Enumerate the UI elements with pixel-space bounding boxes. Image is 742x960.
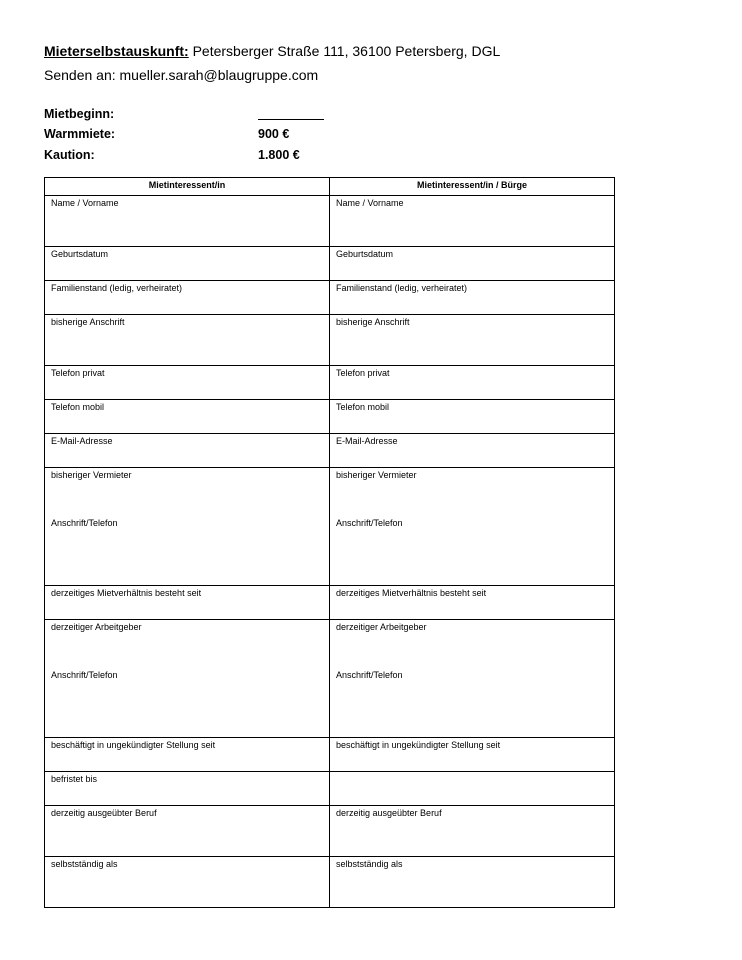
- cell-label: bisheriger Vermieter: [336, 470, 417, 480]
- selbststaendig-cell-right[interactable]: [330, 857, 615, 908]
- tel-privat-cell-right[interactable]: [330, 366, 615, 400]
- table-row: [45, 772, 615, 806]
- page-title: [44, 43, 500, 59]
- cell-label: befristet bis: [51, 774, 98, 784]
- mietbeginn-row: [44, 107, 114, 121]
- table-row: [45, 620, 615, 738]
- geburtsdatum-cell-left[interactable]: [45, 247, 330, 281]
- cell-label: derzeitiger Arbeitgeber: [336, 622, 427, 632]
- table-row: [45, 586, 615, 620]
- mietverhaeltnis-cell-right[interactable]: [330, 586, 615, 620]
- stellung-cell-left[interactable]: [45, 738, 330, 772]
- cell-label: Name / Vorname: [51, 198, 119, 208]
- stellung-cell-right[interactable]: [330, 738, 615, 772]
- beruf-cell-right[interactable]: [330, 806, 615, 857]
- table-row: [45, 434, 615, 468]
- befristet-cell-right[interactable]: [330, 772, 615, 806]
- title-label: Mieterselbstauskunft:: [44, 43, 189, 59]
- table-row: [45, 281, 615, 315]
- tel-mobil-cell-right[interactable]: [330, 400, 615, 434]
- table-row: [45, 366, 615, 400]
- cell-label: Geburtsdatum: [51, 249, 109, 259]
- table-row: [45, 315, 615, 366]
- cell-label: Name / Vorname: [336, 198, 404, 208]
- anschrift-cell-left[interactable]: [45, 315, 330, 366]
- anschrift-cell-right[interactable]: [330, 315, 615, 366]
- vermieter-cell-right[interactable]: [330, 468, 615, 586]
- cell-label: Geburtsdatum: [336, 249, 394, 259]
- cell-label: beschäftigt in ungekündigter Stellung seit: [51, 740, 216, 750]
- cell-label: beschäftigt in ungekündigter Stellung seit: [336, 740, 501, 750]
- cell-label: Telefon privat: [51, 368, 105, 378]
- cell-label: derzeitig ausgeübter Beruf: [336, 808, 442, 818]
- form-table: [44, 177, 615, 908]
- cell-label: derzeitiger Arbeitgeber: [51, 622, 142, 632]
- mietbeginn-field[interactable]: [258, 107, 324, 120]
- name-cell-right[interactable]: [330, 196, 615, 247]
- cell-label: Telefon mobil: [51, 402, 105, 412]
- table-row: [45, 806, 615, 857]
- arbeitgeber-cell-left[interactable]: [45, 620, 330, 738]
- kaution-row: [44, 148, 300, 162]
- cell-label: E-Mail-Adresse: [336, 436, 398, 446]
- table-row: [45, 196, 615, 247]
- kaution-value: 1.800 €: [258, 148, 300, 162]
- email-cell-right[interactable]: [330, 434, 615, 468]
- cell-label: bisherige Anschrift: [336, 317, 410, 327]
- vermieter-cell-left[interactable]: [45, 468, 330, 586]
- cell-label: bisheriger Vermieter: [51, 470, 132, 480]
- warmmiete-label: Warmmiete:: [44, 127, 116, 141]
- cell-label: Anschrift/Telefon: [51, 518, 118, 528]
- table-row: [45, 857, 615, 908]
- arbeitgeber-cell-right[interactable]: [330, 620, 615, 738]
- familienstand-cell-left[interactable]: [45, 281, 330, 315]
- cell-label: Anschrift/Telefon: [336, 670, 403, 680]
- befristet-cell-left[interactable]: [45, 772, 330, 806]
- geburtsdatum-cell-right[interactable]: [330, 247, 615, 281]
- cell-label: Familienstand (ledig, verheiratet): [51, 283, 183, 293]
- table-row: [45, 468, 615, 586]
- cell-label: derzeitig ausgeübter Beruf: [51, 808, 157, 818]
- cell-label: Telefon mobil: [336, 402, 390, 412]
- beruf-cell-left[interactable]: [45, 806, 330, 857]
- send-to-line: Senden an: mueller.sarah@blaugruppe.com: [44, 67, 319, 83]
- warmmiete-row: [44, 127, 290, 141]
- kaution-label: Kaution:: [44, 148, 95, 162]
- cell-label: derzeitiges Mietverhältnis besteht seit: [336, 588, 487, 598]
- table-row: [45, 400, 615, 434]
- cell-label: Familienstand (ledig, verheiratet): [336, 283, 468, 293]
- mietverhaeltnis-cell-left[interactable]: [45, 586, 330, 620]
- cell-label: derzeitiges Mietverhältnis besteht seit: [51, 588, 202, 598]
- cell-label: Telefon privat: [336, 368, 390, 378]
- warmmiete-value: 900 €: [258, 127, 290, 141]
- table-row: [45, 247, 615, 281]
- col-header-left: Mietinteressent/in: [45, 178, 330, 196]
- table-row: [45, 738, 615, 772]
- title-address: Petersberger Straße 111, 36100 Petersberg, DGL: [192, 43, 501, 59]
- tel-mobil-cell-left[interactable]: [45, 400, 330, 434]
- mietbeginn-label: Mietbeginn:: [44, 107, 115, 121]
- name-cell-left[interactable]: [45, 196, 330, 247]
- col-header-right: Mietinteressent/in / Bürge: [330, 178, 615, 196]
- email-cell-left[interactable]: [45, 434, 330, 468]
- selbststaendig-cell-left[interactable]: [45, 857, 330, 908]
- familienstand-cell-right[interactable]: [330, 281, 615, 315]
- cell-label: selbstständig als: [336, 859, 403, 869]
- cell-label: Anschrift/Telefon: [51, 670, 118, 680]
- tel-privat-cell-left[interactable]: [45, 366, 330, 400]
- cell-label: bisherige Anschrift: [51, 317, 125, 327]
- cell-label: Anschrift/Telefon: [336, 518, 403, 528]
- cell-label: selbstständig als: [51, 859, 118, 869]
- table-header-row: [45, 178, 615, 196]
- cell-label: E-Mail-Adresse: [51, 436, 113, 446]
